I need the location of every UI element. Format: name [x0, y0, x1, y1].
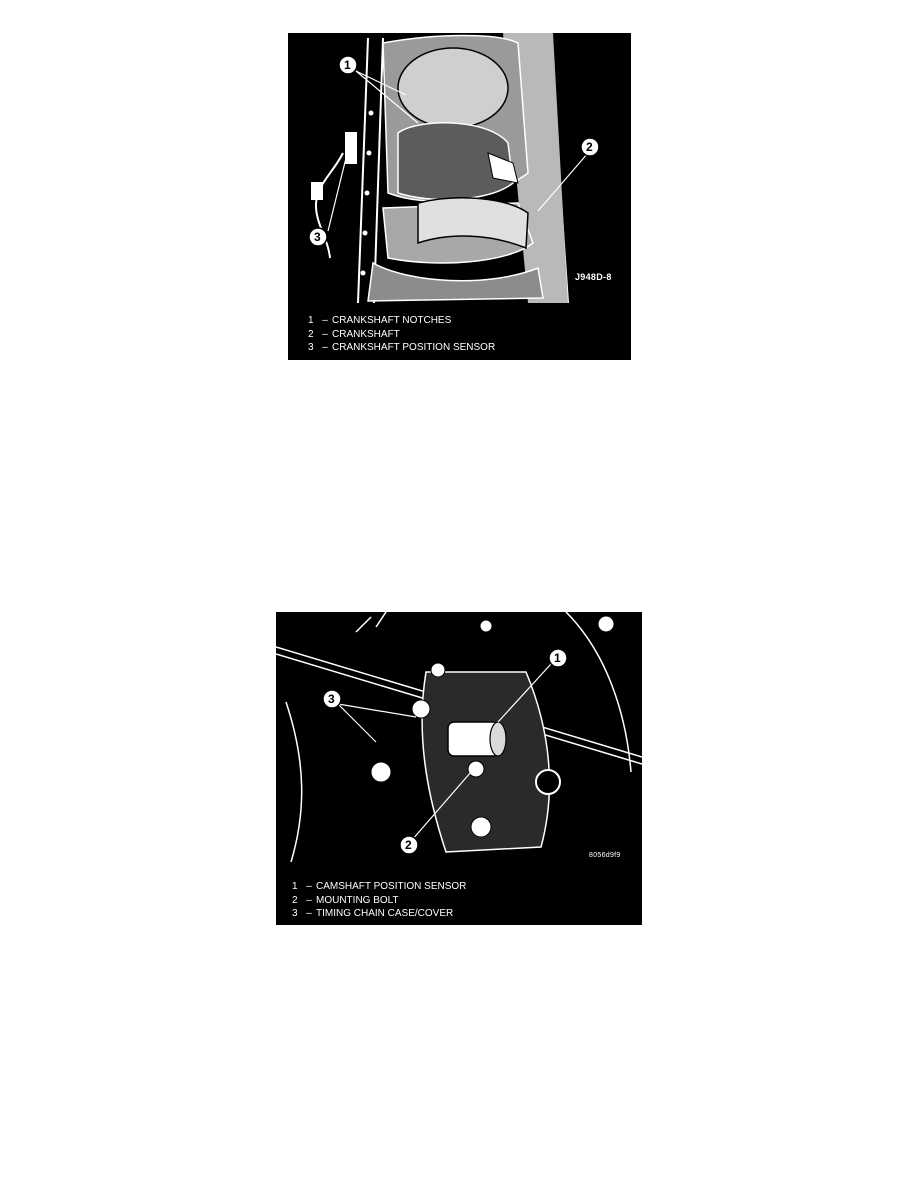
figure-legend	[308, 314, 495, 355]
camshaft-sensor-figure	[276, 612, 642, 925]
figure-code: 8056d9f9	[589, 852, 621, 859]
callout-1-label: 1	[554, 651, 561, 665]
crankshaft-figure	[288, 33, 631, 360]
legend-item: 2 – MOUNTING BOLT	[292, 894, 399, 906]
legend-item: 1 – CRANKSHAFT NOTCHES	[308, 315, 452, 326]
camshaft-sensor-illustration	[276, 612, 642, 872]
figure-code: J948D-8	[575, 272, 612, 282]
legend-item: 2 – CRANKSHAFT	[308, 328, 400, 340]
crankshaft-illustration	[288, 33, 631, 303]
callout-2-label: 2	[405, 838, 412, 852]
legend-item: 1 – CAMSHAFT POSITION SENSOR	[292, 881, 467, 892]
figure-legend	[292, 880, 466, 921]
legend-item: 3 – CRANKSHAFT POSITION SENSOR	[308, 342, 496, 353]
callout-1-label: 1	[344, 58, 351, 72]
callout-3-label: 3	[328, 692, 335, 706]
legend-item: 3 – TIMING CHAIN CASE/COVER	[292, 908, 454, 919]
callout-2-label: 2	[586, 140, 593, 154]
callout-3-label: 3	[314, 230, 321, 244]
